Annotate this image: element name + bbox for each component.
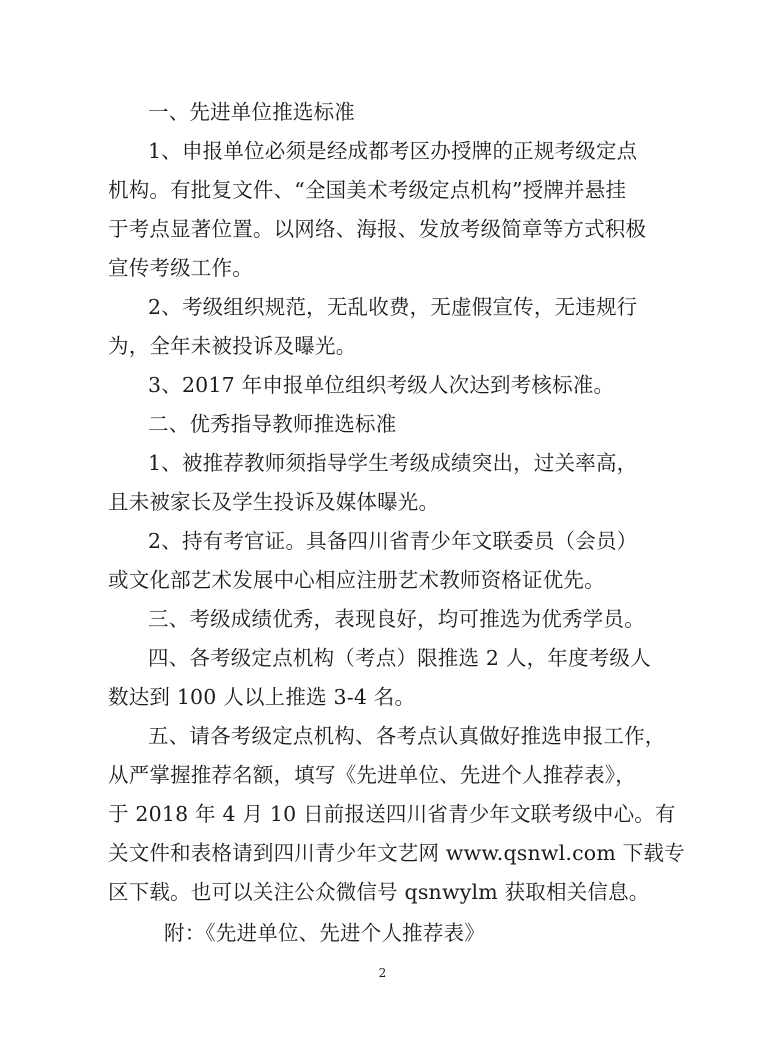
paragraph-line: 于 2018 年 4 月 10 日前报送四川省青少年文联考级中心。有: [108, 802, 676, 826]
paragraph-line-wechat: 区下载。也可以关注公众微信号 qsnwylm 获取相关信息。: [108, 880, 650, 904]
section-heading-advanced-units: 一、先进单位推选标准: [148, 100, 355, 124]
paragraph-line: 3、2017 年申报单位组织考级人次达到考核标准。: [148, 373, 615, 397]
paragraph-line: 且未被家长及学生投诉及媒体曝光。: [108, 490, 440, 514]
paragraph-line: 1、申报单位必须是经成都考区办授牌的正规考级定点: [148, 139, 638, 163]
paragraph-line: 2、考级组织规范，无乱收费，无虚假宣传，无违规行: [148, 295, 638, 319]
paragraph-line: 1、被推荐教师须指导学生考级成绩突出，过关率高，: [148, 451, 638, 475]
section-heading-teachers: 二、优秀指导教师推选标准: [148, 412, 397, 436]
page-number: 2: [378, 966, 387, 980]
attachment-note: 附：《先进单位、先进个人推荐表》: [164, 921, 485, 945]
paragraph-line: 从严掌握推荐名额，填写《先进单位、先进个人推荐表》，: [108, 763, 636, 787]
paragraph-line-website: 关文件和表格请到四川青少年文艺网 www.qsnwl.com 下载专: [108, 841, 685, 865]
section-heading-quota: 四、各考级定点机构（考点）限推选 2 人，年度考级人: [148, 646, 651, 670]
paragraph-line: 2、持有考官证。具备四川省青少年文联委员（会员）: [148, 529, 638, 553]
paragraph-line: 于考点显著位置。以网络、海报、发放考级简章等方式积极: [108, 217, 647, 241]
paragraph-line: 数达到 100 人以上推选 3-4 名。: [108, 685, 416, 709]
paragraph-line: 或文化部艺术发展中心相应注册艺术教师资格证优先。: [108, 568, 605, 592]
section-heading-submission: 五、请各考级定点机构、各考点认真做好推选申报工作，: [148, 724, 666, 748]
paragraph-line: 机构。有批复文件、“全国美术考级定点机构”授牌并悬挂: [108, 178, 627, 202]
paragraph-line: 为，全年未被投诉及曝光。: [108, 334, 357, 358]
paragraph-line: 宣传考级工作。: [108, 256, 253, 280]
section-heading-students: 三、考级成绩优秀，表现良好，均可推选为优秀学员。: [148, 607, 645, 631]
